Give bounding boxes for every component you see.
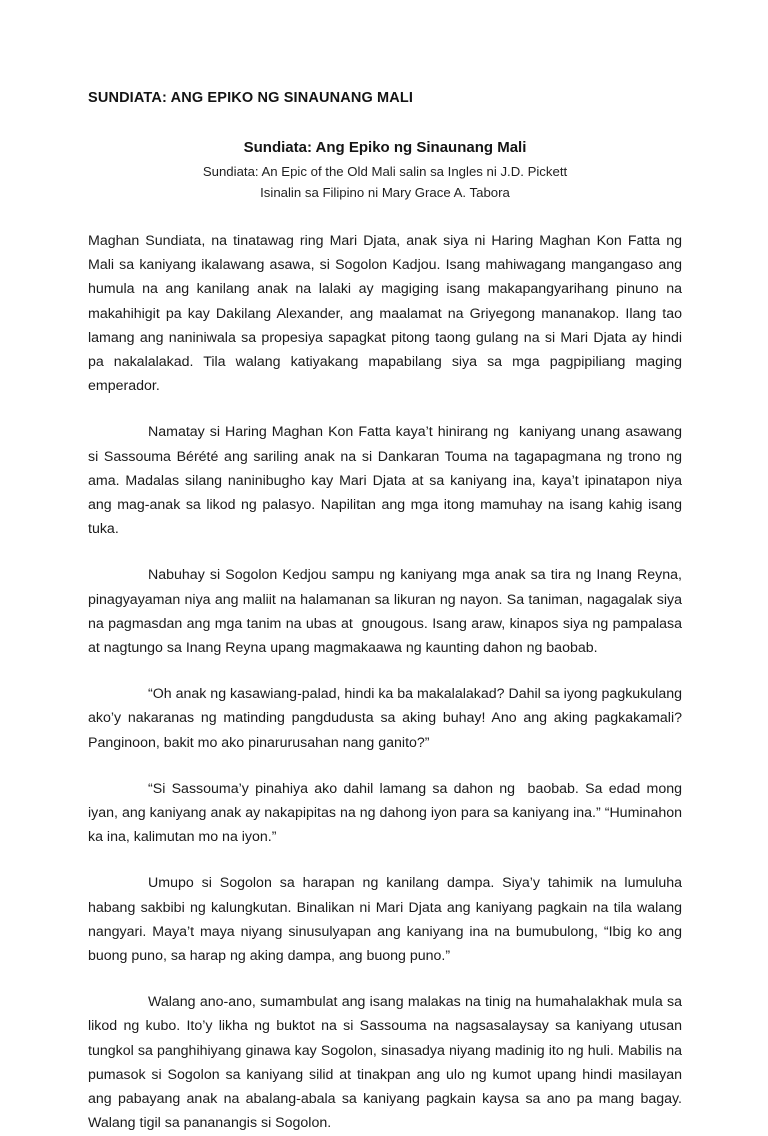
body-paragraph-1: Maghan Sundiata, na tinatawag ring Mari Djata, anak siya ni Haring Maghan Kon Fatta ng Mali sa kaniyang ikalawang asawa, si Sogolon Kadjou. Isang mahiwagang mangangaso ang humula na ang kanilang anak na lalaki ay magiging isang makapangyarihang pinuno na makahihigit pa kay Dakilang Alexander, ang maalamat na Griyegong mananakop. Ilang tao lamang ang naniniwala sa propesiya sapagkat pitong taong gulang na si Mari Djata ay hindi pa nakalalakad. Tila walang katiyakang mapabilang siya sa mga pagpipiliang maging emperador. — [88, 233, 686, 395]
subtitle-english-translator: Sundiata: An Epic of the Old Mali salin sa Ingles ni J.D. Pickett — [202, 164, 568, 179]
body-paragraph-3: Nabuhay si Sogolon Kedjou sampu ng kaniyang mga anak sa tira ng Inang Reyna, pinagyayaman niya ang maliit na halamanan sa likuran ng nayon. Sa taniman, nagagalak siya na pagmasdan ang mga tanim na ubas at gnougous. Isang araw, kinapos siya ng pampalasa at nagtungo sa Inang Reyna upang magmakaawa ng kaunting dahon ng baobab. — [88, 567, 686, 657]
body-paragraph-5-quote: “Si Sassouma’y pinahiya ako dahil lamang sa dahon ng baobab. Sa edad mong iyan, ang kaniyang anak ay nakapipitas na ng dahong iyon para sa kaniyang ina.” “Huminahon ka ina, kalimutan mo na iyon.” — [88, 780, 686, 846]
body-paragraph-2: Namatay si Haring Maghan Kon Fatta kaya’t hinirang ng kaniyang unang asawang si Sassouma Bérété ang sariling anak na si Dankaran Touma na tagapagmana ng trono ng ama. Madalas silang naninibugho kay Mari Djata at sa kaniyang ina, kaya’t ipinatapon niya ang mag-anak sa likod ng palasyo. Napilitan ang mga itong mamuhay na isang kahig isang tuka. — [88, 424, 686, 538]
body-paragraph-6: Umupo si Sogolon sa harapan ng kanilang dampa. Siya’y tahimik na lumuluha habang sakbibi ng kalungkutan. Binalikan ni Mari Djata ang kaniyang pagkain na tila walang nangyari. Maya’t maya niyang sinusulyapan ang kaniyang ina na bumubulong, “Ibig ko ang buong puno, sa harap ng aking dampa, ang buong puno.” — [88, 875, 686, 965]
title-block — [88, 137, 682, 203]
document-header-title: SUNDIATA: ANG EPIKO NG SINAUNANG MALI — [88, 90, 414, 106]
body-paragraph-7: Walang ano-ano, sumambulat ang isang malakas na tinig na humahalakhak mula sa likod ng kubo. Ito’y likha ng buktot na si Sassouma na nagsasalaysay sa kaniyang utusan tungkol sa panghihiyang ginawa kay Sogolon, sinasadya niyang madinig ito ng huli. Mabilis na pumasok si Sogolon sa kaniyang silid at tinakpan ang ulo ng kumot upang hindi masilayan ang pabayang anak na abalang-abala sa kaniyang pagkain kaysa sa ano pa mang bagay. Walang tigil sa pananangis si Sogolon. — [88, 994, 686, 1132]
page-title: Sundiata: Ang Epiko ng Sinaunang Mali — [243, 139, 527, 156]
subtitle-filipino-translator: Isinalin sa Filipino ni Mary Grace A. Tabora — [260, 185, 510, 200]
body-paragraph-4-quote: “Oh anak ng kasawiang-palad, hindi ka ba makalalakad? Dahil sa iyong pagkukulang ako’y nakaranas ng matinding pangdudusta sa aking buhay! Ano ang aking pagkakamali? Panginoon, bakit mo ako pinarurusahan nang ganito?” — [88, 686, 686, 751]
